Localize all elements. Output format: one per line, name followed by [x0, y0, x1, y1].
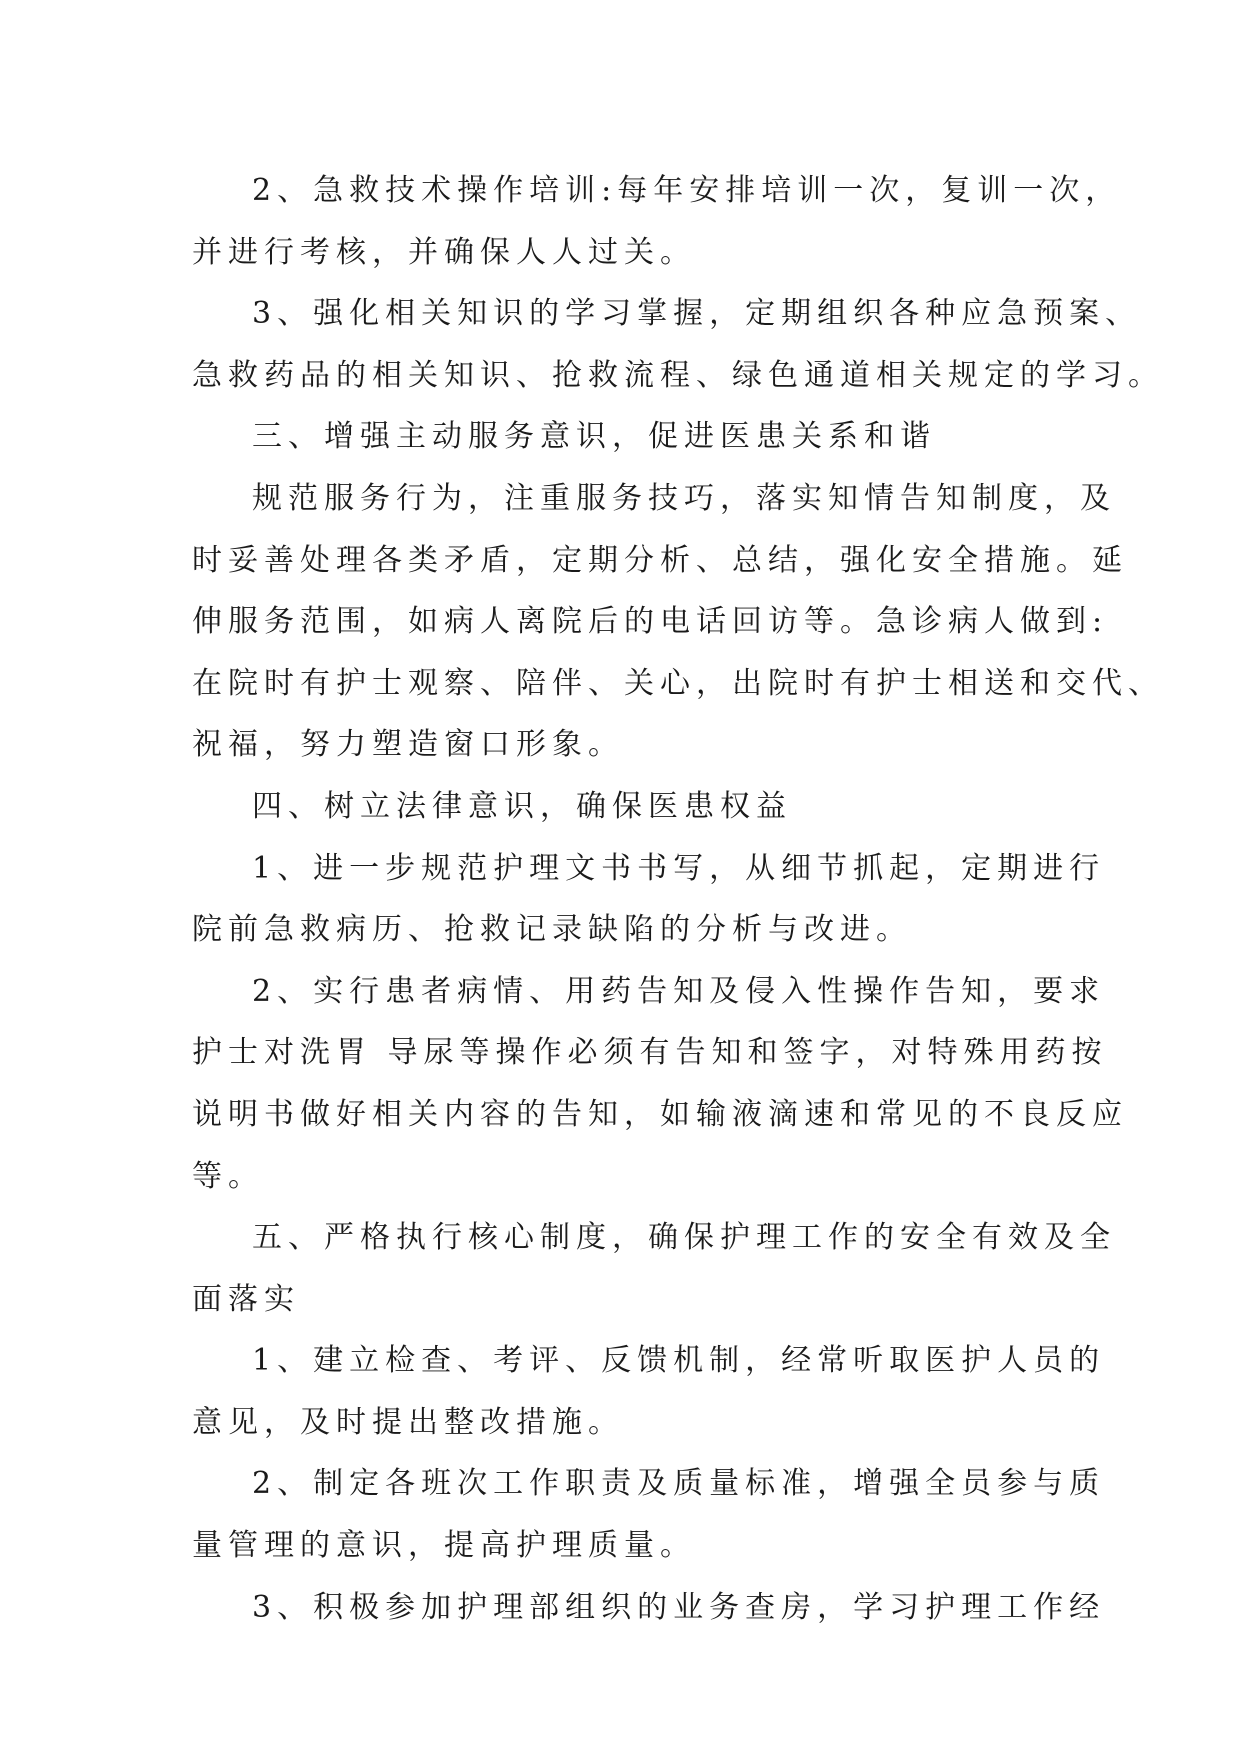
paragraph-consent — [192, 961, 1128, 1207]
paragraph-rounds — [192, 1577, 1106, 1639]
paragraph-standards — [192, 1453, 1106, 1576]
text-line: 五、严格执行核心制度，确保护理工作的安全有效及全 — [252, 1220, 1116, 1256]
text-line: 急救药品的相关知识、抢救流程、绿色通道相关规定的学习。 — [192, 357, 1164, 393]
document-body — [192, 160, 1164, 1638]
text-line: 1、进一步规范护理文书书写，从细节抓起，定期进行 — [252, 850, 1106, 886]
text-line: 并进行考核，并确保人人过关。 — [192, 234, 696, 270]
section-heading-5 — [192, 1207, 1116, 1330]
section-heading-4 — [192, 776, 1062, 838]
section-heading-3 — [192, 406, 1062, 468]
text-line: 院前急救病历、抢救记录缺陷的分析与改进。 — [192, 912, 912, 948]
text-line: 祝福，努力塑造窗口形象。 — [192, 727, 624, 763]
text-line: 面落实 — [192, 1281, 300, 1317]
text-line: 四、树立法律意识，确保医患权益 — [252, 788, 792, 824]
text-line: 1、建立检查、考评、反馈机制，经常听取医护人员的 — [252, 1343, 1106, 1379]
text-line: 三、增强主动服务意识，促进医患关系和谐 — [252, 419, 936, 455]
text-line: 3、强化相关知识的学习掌握，定期组织各种应急预案、 — [252, 296, 1142, 332]
text-line: 2、急救技术操作培训:每年安排培训一次，复训一次， — [252, 173, 1122, 208]
text-line: 规范服务行为，注重服务技巧，落实知情告知制度，及 — [252, 480, 1116, 516]
text-line: 意见，及时提出整改措施。 — [192, 1404, 624, 1440]
paragraph-training — [192, 160, 1122, 283]
text-line: 2、实行患者病情、用药告知及侵入性操作告知，要求 — [252, 973, 1106, 1009]
paragraph-knowledge — [192, 283, 1164, 406]
text-line: 伸服务范围，如病人离院后的电话回访等。急诊病人做到: — [192, 604, 1109, 640]
text-line: 时妥善处理各类矛盾，定期分析、总结，强化安全措施。延 — [192, 542, 1128, 578]
text-line: 等。 — [192, 1158, 264, 1194]
text-line: 3、积极参加护理部组织的业务查房，学习护理工作经 — [252, 1589, 1106, 1625]
text-line: 说明书做好相关内容的告知，如输液滴速和常见的不良反应 — [192, 1096, 1128, 1132]
paragraph-feedback — [192, 1330, 1106, 1453]
text-line: 2、制定各班次工作职责及质量标准，增强全员参与质 — [252, 1466, 1106, 1502]
text-line: 在院时有护士观察、陪伴、关心，出院时有护士相送和交代、 — [192, 665, 1164, 701]
paragraph-records — [192, 838, 1106, 961]
text-line: 护士对洗胃 导尿等操作必须有告知和签字，对特殊用药按 — [192, 1035, 1108, 1071]
text-line: 量管理的意识，提高护理质量。 — [192, 1528, 696, 1564]
paragraph-service — [192, 468, 1164, 776]
